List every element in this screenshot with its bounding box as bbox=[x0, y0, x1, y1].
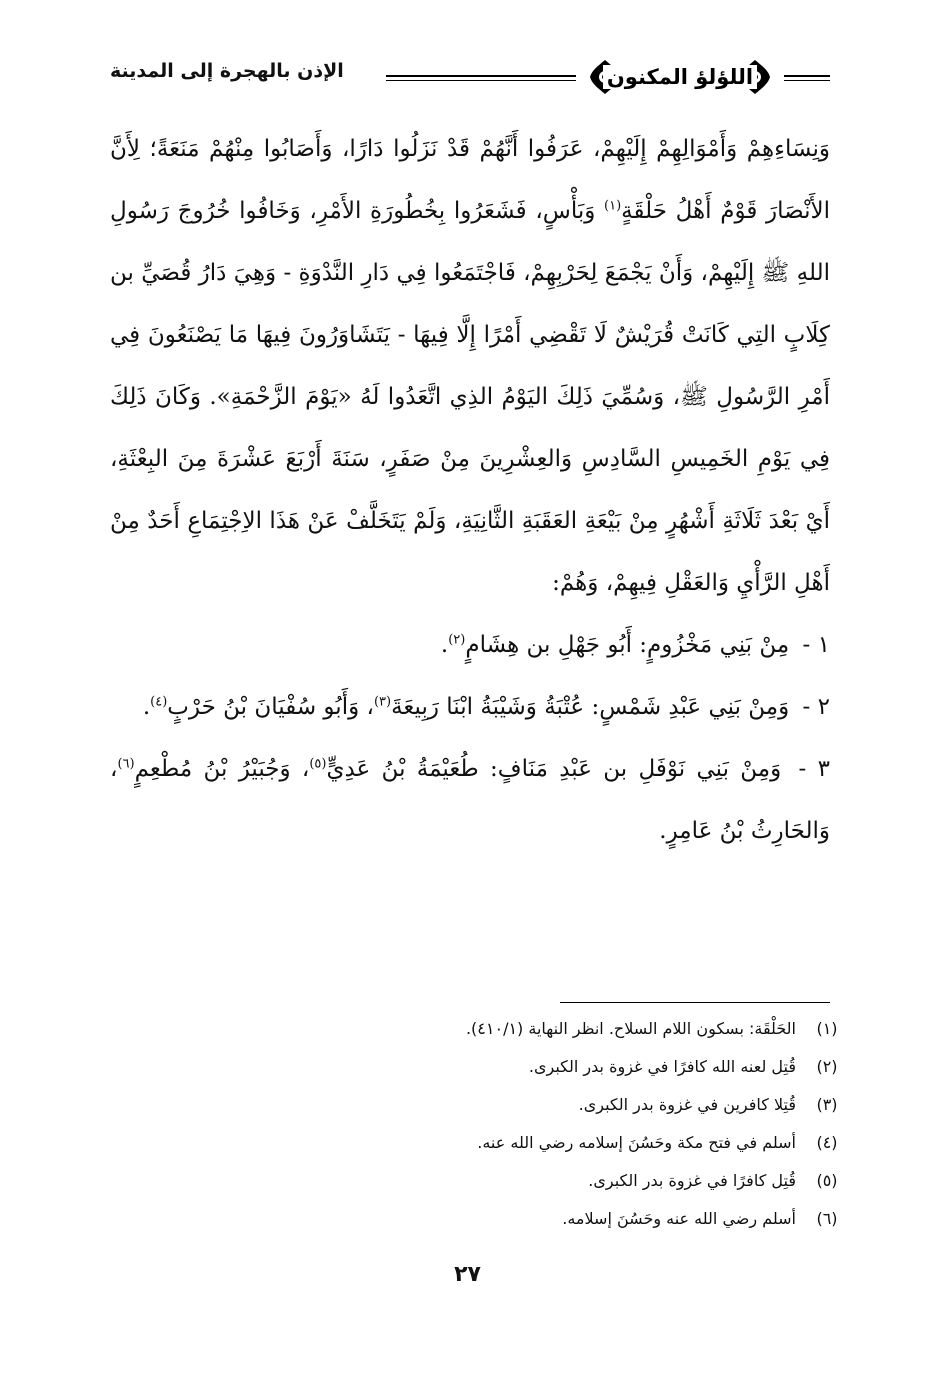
list-item bbox=[110, 614, 830, 676]
chapter-title: الإذن بالهجرة إلى المدينة bbox=[110, 60, 344, 82]
list-item-number: ٢ - bbox=[802, 694, 830, 720]
body-paragraph bbox=[110, 118, 830, 614]
list-item-text: . bbox=[440, 632, 449, 658]
footnote-marker: (٤) bbox=[150, 694, 168, 710]
footnote-number: (٤) bbox=[816, 1133, 838, 1152]
list-item-text: وَمِنْ بَنِي عَبْدِ شَمْسٍ: عُتْبَةُ وَشَيْبَةُ ابْنَا رَبِيعَةَ bbox=[391, 694, 790, 720]
footnote-marker: (٥) bbox=[309, 756, 327, 772]
list-item-number: ٣ - bbox=[798, 756, 830, 782]
list-item-text: ، وَأَبُو سُفْيَانَ بْنُ حَرْبٍ bbox=[167, 694, 374, 720]
main-text bbox=[110, 118, 830, 862]
footnote-number: (٦) bbox=[816, 1209, 838, 1228]
list-item bbox=[110, 738, 830, 862]
footnote bbox=[110, 1124, 850, 1162]
list-item bbox=[110, 676, 830, 738]
book-title-cartouche bbox=[606, 52, 754, 102]
footnote-text: أسلم في فتح مكة وحَسُنَ إسلامه رضي الله عنه. bbox=[477, 1133, 796, 1152]
footnote-text: قُتِل لعنه الله كافرًا في غزوة بدر الكبرى. bbox=[528, 1057, 796, 1076]
paragraph-text: وَنِسَاءِهِمْ وَأَمْوَالِهِمْ إِلَيْهِمْ، عَرَفُوا أَنَّهُمْ قَدْ نَزَلُوا دَارًا، وَأَصَابُوا مِنْهُمْ مَنَعَةً؛ لِأَنَّ الأَنْصَارَ قَوْمٌ أَهْلُ حَلْقَةٍ bbox=[110, 136, 830, 224]
footnote-number: (٢) bbox=[816, 1057, 838, 1076]
list-item-text: ، وَالحَارِثُ بْنُ عَامِرٍ. bbox=[110, 756, 830, 844]
footnote-number: (٥) bbox=[816, 1171, 838, 1190]
footnote-marker: (٢) bbox=[448, 632, 466, 648]
header-rule-right bbox=[784, 75, 830, 81]
footnote bbox=[110, 1010, 850, 1048]
footnote-text: قُتِل كافرًا في غزوة بدر الكبرى. bbox=[588, 1171, 796, 1190]
footnote-number: (٣) bbox=[816, 1095, 838, 1114]
footnote-text: الحَلْقَة: بسكون اللام السلاح. انظر النهاية (٤١٠/١). bbox=[465, 1019, 796, 1038]
footnote-number: (١) bbox=[816, 1019, 838, 1038]
list-item-text: وَمِنْ بَنِي نَوْفَلِ بن عَبْدِ مَنَافٍ: طُعَيْمَةُ بْنُ عَدِيٍّ bbox=[326, 756, 782, 782]
footnotes bbox=[110, 1010, 850, 1238]
list-item-number: ١ - bbox=[802, 632, 830, 658]
list-item-text: ، وَجُبَيْرُ بْنُ مُطْعِمٍ bbox=[134, 756, 310, 782]
footnote bbox=[110, 1162, 850, 1200]
footnote bbox=[110, 1086, 850, 1124]
footnote-marker: (٣) bbox=[373, 694, 392, 710]
footnote-text: قُتِلا كافرين في غزوة بدر الكبرى. bbox=[578, 1095, 796, 1114]
footnote bbox=[110, 1200, 850, 1238]
footnote bbox=[110, 1048, 850, 1086]
book-title: اللؤلؤ المكنون bbox=[603, 65, 757, 89]
footnote-separator bbox=[560, 1002, 830, 1003]
paragraph-text: وَبَأْسٍ، فَشَعَرُوا بِخُطُورَةِ الأَمْرِ، وَخَافُوا خُرُوجَ رَسُولِ اللهِ ﷺ إِلَيْهِمْ، وَأَنْ يَجْمَعَ لِحَرْبِهِمْ، فَاجْتَمَعُوا فِي دَارِ النَّدْوَةِ - وَهِيَ دَارُ قُصَيِّ بن كِلَابٍ التِي كَانَتْ قُرَيْشٌ لَا تَقْضِي أَمْرًا إِلَّا فِيهَا - يَتَشَاوَرُونَ فِيهَا مَا يَصْنَعُونَ فِي أَمْرِ الرَّسُولِ ﷺ، وَسُمِّيَ ذَلِكَ اليَوْمُ الذِي اتَّعَدُوا لَهُ «يَوْمَ الزَّحْمَةِ». وَكَانَ ذَلِكَ فِي يَوْمِ الخَمِيسِ السَّادِسِ وَالعِشْرِينَ مِنْ صَفَرٍ، سَنَةَ أَرْبَعَ عَشْرَةَ مِنَ البِعْثَةِ، أَيْ بَعْدَ ثَلَاثَةِ أَشْهُرٍ مِنْ بَيْعَةِ العَقَبَةِ الثَّانِيَةِ، وَلَمْ يَتَخَلَّفْ عَنْ هَذَا الاِجْتِمَاعِ أَحَدٌ مِنْ أَهْلِ الرَّأْيِ وَالعَقْلِ فِيهِمْ، وَهُمْ: bbox=[110, 198, 830, 596]
footnote-text: أسلم رضي الله عنه وحَسُنَ إسلامه. bbox=[562, 1209, 796, 1228]
footnote-marker: (١) bbox=[604, 198, 622, 214]
running-header bbox=[110, 52, 830, 110]
footnote-marker: (٦) bbox=[117, 756, 135, 772]
list-item-text: مِنْ بَنِي مَخْزُومٍ: أَبُو جَهْلِ بن هِشَامٍ bbox=[465, 632, 790, 658]
list-item-text: . bbox=[142, 694, 151, 720]
header-rule-middle bbox=[386, 75, 576, 81]
page-number: ٢٧ bbox=[454, 1262, 481, 1287]
